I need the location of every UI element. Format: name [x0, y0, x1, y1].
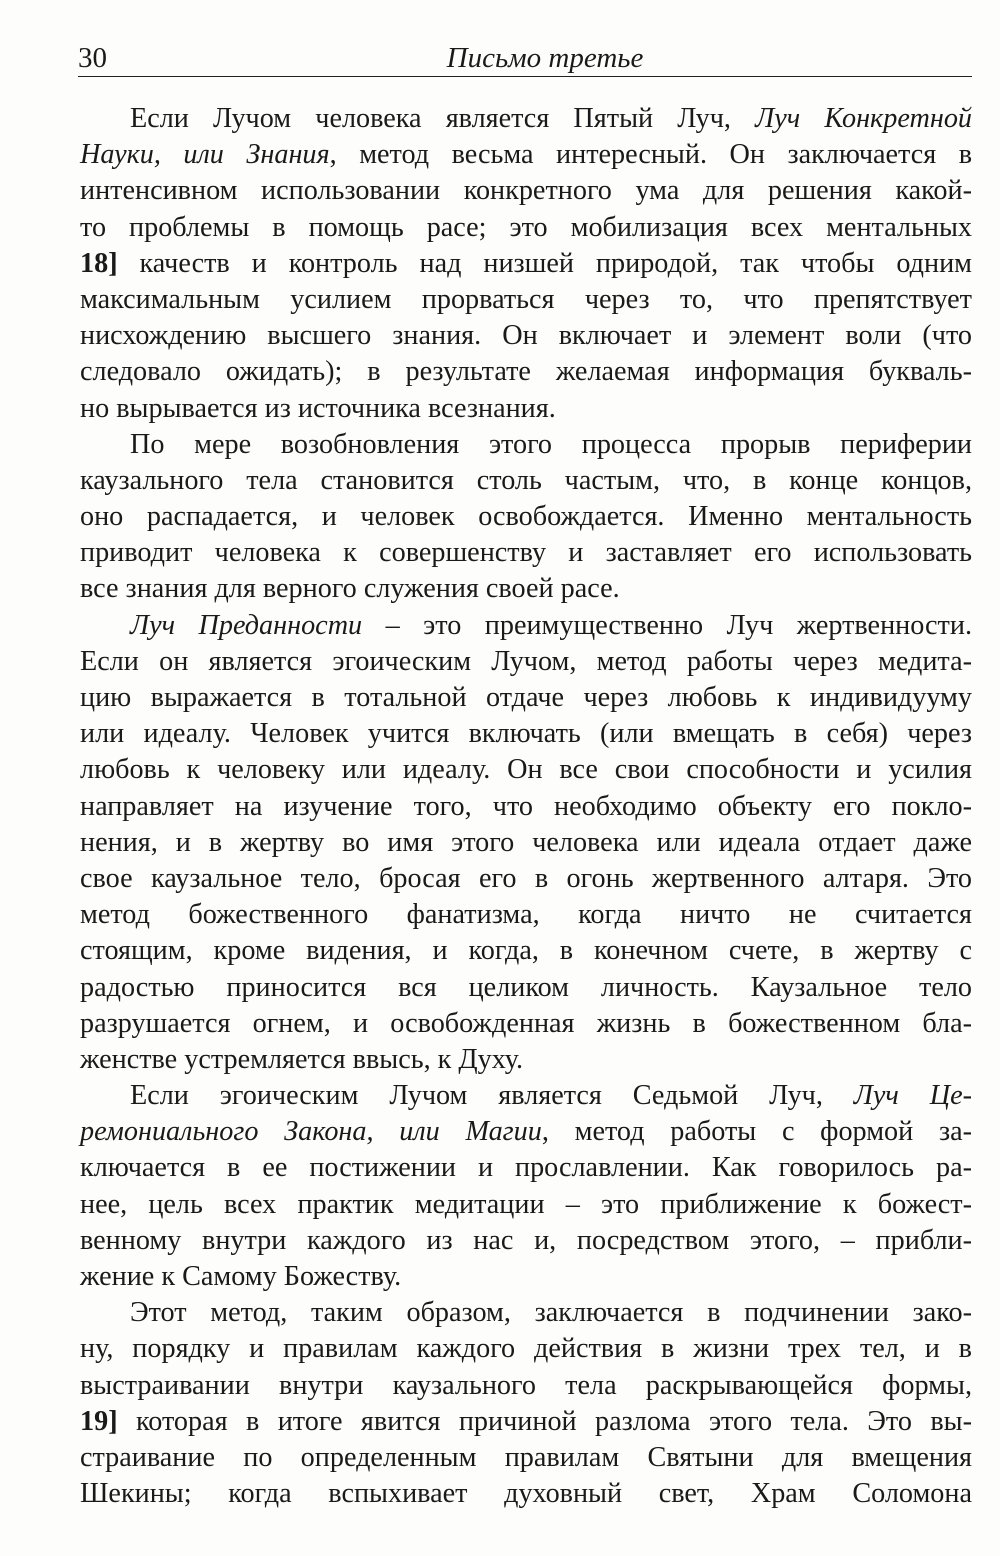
text-line: женстве устремляется ввысь, к Духу.: [80, 1043, 524, 1075]
text-line: свое каузальное тело, бросая его в огонь жертвенного алтаря. Это: [80, 862, 972, 894]
text-line: максимальным усилием прорваться через то, что препятствует: [80, 283, 972, 315]
text-line: цию выражается в тотальной отдаче через любовь к индивидууму: [80, 682, 972, 713]
margin-page-ref: 19]: [80, 1405, 118, 1437]
text-line: Если эгоическим Лучом является Седьмой Луч, Луч Це-: [130, 1080, 972, 1112]
text-line: Луч Преданности – это преимущественно Луч жертвенности.: [130, 609, 972, 641]
body-text: [80, 101, 972, 1512]
text-line: нения, и в жертву во имя этого человека или идеала отдает даже: [80, 826, 972, 858]
text-line: Если Лучом человека является Пятый Луч, Луч Конкретной: [130, 103, 973, 134]
text-line: оно распадается, и человек освобождается. Именно ментальность: [80, 501, 972, 533]
text-line: ключается в ее постижении и прославлении. Как говорилось ра-: [80, 1152, 972, 1184]
text-line: Науки, или Знания, метод весьма интересный. Он заключается в: [80, 139, 973, 171]
text-line: нее, цель всех практик медитации – это приближение к божест-: [80, 1188, 972, 1220]
text-line: нисхождению высшего знания. Он включает и элемент воли (что: [80, 320, 972, 352]
text-line: Шекины; когда вспыхивает духовный свет, Храм Соломона: [80, 1478, 972, 1510]
text-line: разрушается огнем, и освобожденная жизнь в божественном бла-: [80, 1007, 972, 1039]
text-line: жение к Самому Божеству.: [80, 1261, 402, 1292]
text-line: метод божественного фанатизма, когда ничто не считается: [80, 899, 972, 931]
text-line: интенсивном использовании конкретного ума для решения какой-: [80, 175, 972, 207]
text-line: стоящим, кроме видения, и когда, в конечном счете, в жертву с: [80, 935, 972, 967]
text-line: все знания для верного служения своей расе.: [80, 573, 620, 605]
text-line: радостью приносится вся целиком личность. Каузальное тело: [80, 971, 972, 1003]
text-line: 18] качеств и контроль над низшей природой, так чтобы одним: [80, 247, 972, 279]
running-header: [78, 40, 972, 77]
paragraph-5: [80, 1295, 972, 1512]
text-line: ремониального Закона, или Магии, метод работы с формой за-: [80, 1116, 972, 1148]
margin-page-ref: 18]: [80, 247, 118, 279]
text-line: то проблемы в помощь расе; это мобилизация всех ментальных: [80, 211, 972, 243]
text-line: или идеалу. Человек учится включать (или вмещать в себя) через: [80, 718, 972, 750]
text-line: любовь к человеку или идеалу. Он все свои способности и усилия: [80, 754, 972, 786]
text-line: венному внутри каждого из нас и, посредством этого, – прибли-: [80, 1224, 972, 1256]
text-line: направляет на изучение того, что необходимо объекту его покло-: [80, 790, 972, 822]
text-line: ну, порядку и правилам каждого действия в жизни трех тел, и в: [80, 1333, 972, 1365]
text-line: Если он является эгоическим Лучом, метод работы через медита-: [80, 645, 972, 677]
text-line: выстраивании внутри каузального тела раскрывающейся формы,: [80, 1369, 972, 1401]
text-line: страивание по определенным правилам Святыни для вмещения: [80, 1441, 972, 1473]
paragraph-4: [80, 1078, 972, 1295]
text-line: По мере возобновления этого процесса прорыв периферии: [130, 428, 972, 460]
paragraph-3: [80, 608, 972, 1078]
text-line: следовало ожидать); в результате желаемая информация букваль-: [80, 356, 972, 388]
chapter-title: Письмо третье: [446, 42, 644, 74]
paragraph-1: [80, 101, 972, 427]
text-line: Этот метод, таким образом, заключается в подчинении зако-: [130, 1297, 972, 1329]
text-line: приводит человека к совершенству и заставляет его использовать: [80, 537, 972, 569]
text-line: 19] которая в итоге явится причиной разлома этого тела. Это вы-: [80, 1405, 972, 1437]
text-line: каузального тела становится столь частым, что, в конце концов,: [80, 464, 972, 496]
paragraph-2: [80, 427, 972, 608]
page-number: 30: [78, 42, 107, 74]
text-line: но вырывается из источника всезнания.: [80, 392, 556, 424]
